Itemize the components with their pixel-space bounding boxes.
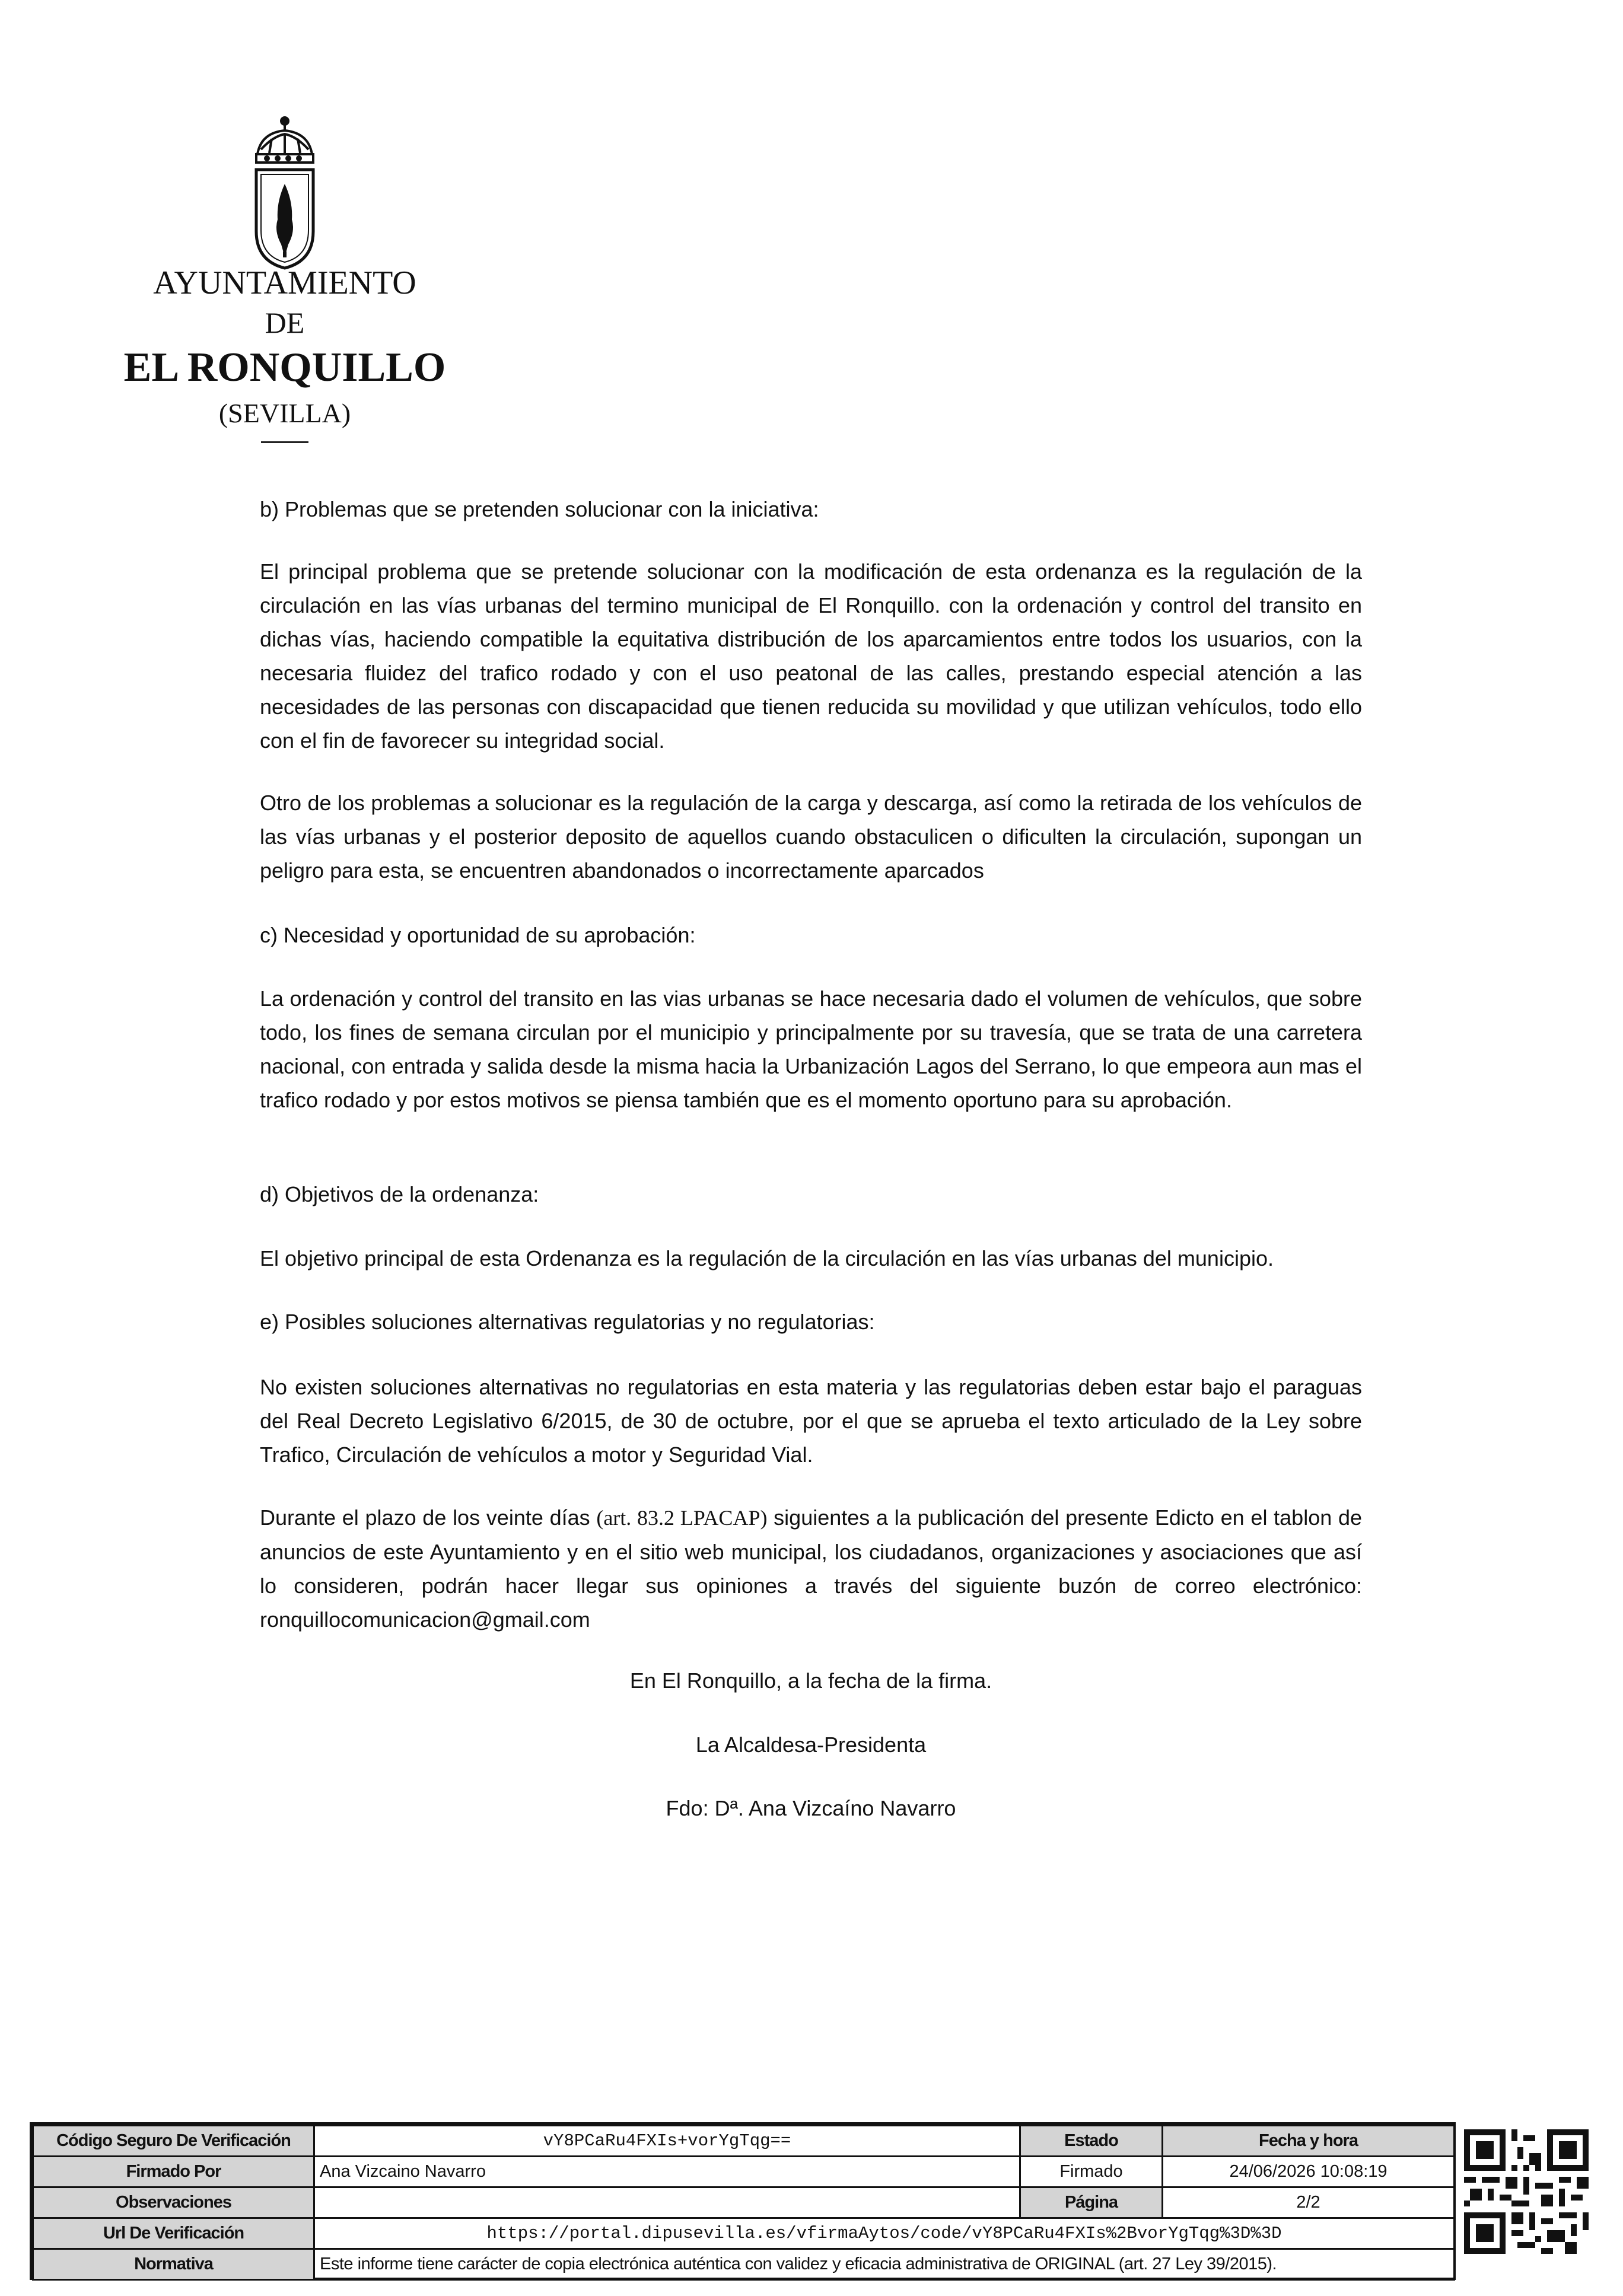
header-ayuntamiento: AYUNTAMIENTO — [153, 265, 416, 301]
url-label: Url De Verificación — [33, 2218, 314, 2249]
closing-text-1: Durante el plazo de los veinte días — [260, 1505, 597, 1530]
normativa-label: Normativa — [33, 2249, 314, 2280]
verification-url[interactable]: https://portal.dipusevilla.es/vfirmaAytos/code/vY8PCaRu4FXIs%2BvorYgTqg%3D%3D — [314, 2218, 1455, 2249]
signature-role: La Alcaldesa-Presidenta — [695, 1733, 927, 1757]
header-province: (SEVILLA) — [218, 398, 351, 428]
firmado-label: Firmado Por — [33, 2157, 314, 2187]
firmado-value: Ana Vizcaino Navarro — [314, 2157, 1020, 2187]
header-divider — [261, 441, 308, 443]
fecha-label: Fecha y hora — [1163, 2126, 1455, 2157]
signature-name: Fdo: Dª. Ana Vizcaíno Navarro — [666, 1796, 956, 1820]
estado-label: Estado — [1020, 2126, 1163, 2157]
csv-value: vY8PCaRu4FXIs+vorYgTqg== — [314, 2126, 1020, 2157]
observaciones-label: Observaciones — [33, 2187, 314, 2218]
csv-label: Código Seguro De Verificación — [33, 2126, 314, 2157]
qr-code-icon — [1464, 2129, 1589, 2254]
estado-value: Firmado — [1020, 2157, 1163, 2187]
observaciones-value — [314, 2187, 1020, 2218]
normativa-value: Este informe tiene carácter de copia electrónica auténtica con validez y eficacia administrativa de ORIGINAL (art. 27 Ley 39/2015). — [314, 2249, 1455, 2280]
section-d-paragraph: El objetivo principal de esta Ordenanza es la regulación de la circulación en las vías urbanas del municipio. — [260, 1246, 1274, 1270]
section-e-paragraph: No existen soluciones alternativas no regulatorias en esta materia y las regulatorias deben estar bajo el paraguas del Real Decreto Legislativo 6/2015, de 30 de octubre, por el que se aprueba el texto articulado de la Ley sobre Trafico, Circulación de vehículos a motor y Seguridad Vial. — [260, 1375, 1362, 1467]
closing-paragraph — [260, 1501, 1362, 1636]
section-e-heading: e) Posibles soluciones alternativas regulatorias y no regulatorias: — [260, 1310, 875, 1334]
signature-place-date: En El Ronquillo, a la fecha de la firma. — [629, 1668, 992, 1693]
section-b-heading: b) Problemas que se pretenden solucionar con la iniciativa: — [260, 497, 819, 521]
section-c-paragraph: La ordenación y control del transito en las vias urbanas se hace necesaria dado el volumen de vehículos, que sobre todo, los fines de semana circulan por el municipio y principalmente por su travesía, que se trata de una carretera nacional, con entrada y salida desde la misma hacia la Urbanización Lagos del Serrano, lo que empeora aun mas el trafico rodado y por estos motivos se piensa también que es el momento oportuno para su aprobación. — [260, 986, 1362, 1112]
section-b-paragraph-2: Otro de los problemas a solucionar es la regulación de la carga y descarga, así como la retirada de los vehículos de las vías urbanas y el posterior deposito de aquellos cuando obstaculicen o dificulten la circulación, supongan un peligro para esta, se encuentren abandonados o incorrectamente aparcados — [260, 791, 1362, 883]
section-b-paragraph-1: El principal problema que se pretende solucionar con la modificación de esta ordenanza es la regulación de la circulación en las vías urbanas del termino municipal de El Ronquillo. con la ordenación y control del transito en dichas vías, haciendo compatible la equitativa distribución de los aparcamientos entre todos los usuarios, con la necesaria fluidez del trafico rodado y con el uso peatonal de las calles, prestando especial atención a las necesidades de las personas con discapacidad que tienen reducida su movilidad y que utilizan vehículos, todo ello con el fin de favorecer su integridad social. — [260, 559, 1362, 753]
section-d-heading: d) Objetivos de la ordenanza: — [260, 1182, 539, 1206]
legal-reference: (art. 83.2 LPACAP) — [596, 1506, 768, 1530]
pagina-value: 2/2 — [1163, 2187, 1455, 2218]
header-de: DE — [265, 306, 305, 339]
fecha-value: 24/06/2026 10:08:19 — [1163, 2157, 1455, 2187]
verification-table — [30, 2122, 1456, 2280]
section-c-heading: c) Necesidad y oportunidad de su aprobación: — [260, 923, 696, 947]
closing-text-2: siguientes a la publicación del presente Edicto en el tablon de anuncios de este Ayuntamiento y en el sitio web municipal, los ciudadanos, organizaciones y asociaciones que así lo consideren, podrán hacer llegar sus opiniones a través del siguiente buzón de correo electrónico: ronquillocomunicacion@gmail.com — [260, 1505, 1362, 1632]
header-municipality: EL RONQUILLO — [123, 345, 446, 390]
pagina-label: Página — [1020, 2187, 1163, 2218]
